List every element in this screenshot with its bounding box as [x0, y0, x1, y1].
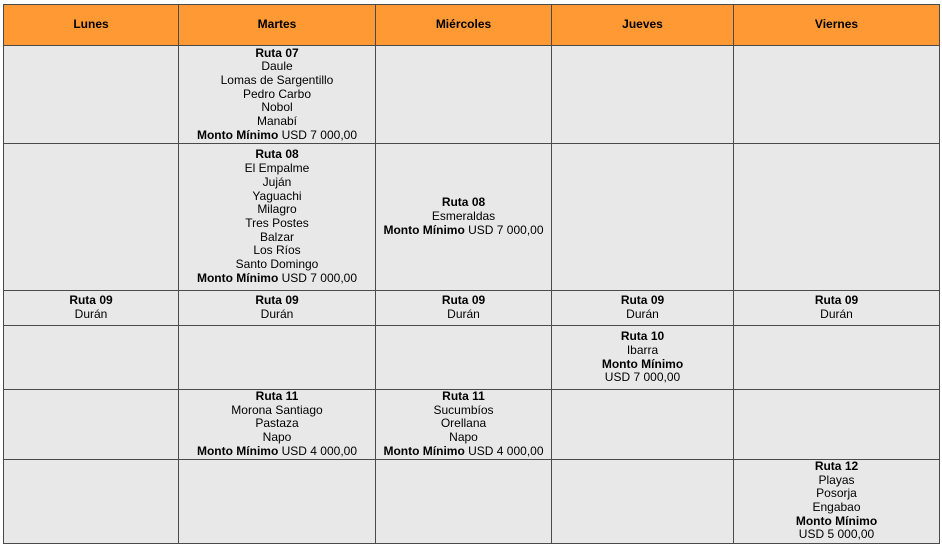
route-title: Ruta 12: [814, 458, 859, 473]
cell-jueves: [552, 390, 734, 460]
header-martes: Martes: [179, 5, 376, 46]
place-name: Ibarra: [626, 342, 659, 357]
place-name: Engabao: [812, 500, 861, 515]
table-row: [4, 291, 940, 326]
cell-lunes: [4, 326, 179, 390]
place-name: Manabí: [256, 114, 298, 129]
cell-lunes: [4, 390, 179, 460]
minimum-amount-value: USD 7 000,00: [281, 127, 358, 142]
place-name: Morona Santiago: [231, 402, 323, 417]
header-lunes: Lunes: [4, 5, 179, 46]
minimum-amount-value: USD 5 000,00: [798, 527, 875, 542]
minimum-amount-value: USD 4 000,00: [281, 443, 358, 458]
cell-martes: [179, 459, 376, 543]
cell-lunes: [4, 459, 179, 543]
route-title: Ruta 09: [69, 293, 113, 308]
minimum-amount-label: Monto Mínimo: [795, 513, 878, 528]
minimum-amount-value: USD 7 000,00: [604, 370, 681, 385]
cell-viernes: [734, 291, 940, 326]
minimum-amount: [376, 445, 551, 459]
place-name: Sucumbíos: [433, 402, 494, 417]
place-name: Yaguachi: [252, 188, 302, 203]
minimum-amount-label: Monto Mínimo: [601, 356, 684, 371]
place-name: Durán: [260, 307, 294, 321]
place-name: El Empalme: [244, 161, 310, 176]
cell-lunes: [4, 291, 179, 326]
cell-miercoles: [376, 144, 552, 291]
cell-viernes: [734, 390, 940, 460]
cell-lunes: [4, 144, 179, 291]
route-title: Ruta 08: [255, 147, 299, 162]
route-title: Ruta 10: [620, 329, 665, 344]
route-title: Ruta 09: [814, 293, 859, 308]
cell-viernes: [734, 144, 940, 291]
minimum-amount-label: Monto Mínimo: [196, 443, 279, 458]
place-name: Posorja: [816, 486, 857, 501]
minimum-amount-label: Monto Mínimo: [383, 443, 465, 458]
minimum-amount: [179, 129, 375, 143]
cell-jueves: [552, 459, 734, 543]
route-title: Ruta 11: [442, 389, 485, 403]
cell-martes: [179, 46, 376, 144]
place-name: Durán: [447, 307, 480, 321]
minimum-amount: [179, 272, 375, 286]
place-name: Durán: [626, 307, 659, 321]
cell-viernes: [734, 46, 940, 144]
table-row: [4, 326, 940, 390]
route-title: Ruta 09: [620, 293, 665, 308]
cell-jueves: [552, 326, 734, 390]
place-name: Orellana: [440, 416, 487, 431]
place-name: Tres Postes: [245, 216, 309, 230]
header-viernes: Viernes: [734, 5, 940, 46]
cell-miercoles: [376, 46, 552, 144]
place-name: Napo: [449, 430, 478, 445]
minimum-amount-value: USD 4 000,00: [468, 443, 544, 458]
place-name: Daule: [261, 59, 293, 74]
route-title: Ruta 07: [255, 45, 299, 60]
place-name: Durán: [74, 307, 108, 321]
place-name: Balzar: [259, 229, 294, 244]
route-title: Ruta 09: [441, 293, 486, 308]
place-name: Nobol: [261, 100, 293, 115]
minimum-amount-label: Monto Mínimo: [196, 270, 279, 285]
header-jueves: Jueves: [552, 5, 734, 46]
table-row: [4, 144, 940, 291]
place-name: Los Ríos: [253, 243, 301, 258]
place-name: Napo: [262, 430, 292, 445]
place-name: Playas: [818, 472, 855, 487]
header-row: [4, 5, 940, 46]
minimum-amount-value: USD 7 000,00: [281, 270, 358, 285]
header-miercoles: Miércoles: [376, 5, 552, 46]
minimum-amount-value: USD 7 000,00: [468, 222, 544, 237]
route-title: Ruta 08: [441, 195, 486, 210]
minimum-amount-label: Monto Mínimo: [383, 222, 465, 237]
route-title: Ruta 11: [255, 389, 299, 403]
cell-martes: [179, 326, 376, 390]
cell-viernes: [734, 459, 940, 543]
minimum-amount: [179, 445, 375, 459]
table-row: [4, 459, 940, 543]
place-name: Pedro Carbo: [242, 86, 312, 101]
cell-miercoles: [376, 459, 552, 543]
route-schedule-table: [3, 4, 940, 544]
place-name: Santo Domingo: [235, 257, 319, 272]
cell-lunes: [4, 46, 179, 144]
minimum-amount-label: Monto Mínimo: [196, 127, 279, 142]
cell-jueves: [552, 144, 734, 291]
cell-jueves: [552, 46, 734, 144]
cell-martes: [179, 291, 376, 326]
cell-jueves: [552, 291, 734, 326]
route-title: Ruta 09: [255, 293, 299, 308]
place-name: Juján: [262, 174, 292, 189]
cell-miercoles: [376, 326, 552, 390]
cell-martes: [179, 390, 376, 460]
place-name: Esmeraldas: [431, 209, 496, 224]
minimum-amount: [376, 224, 551, 238]
place-name: Pastaza: [255, 416, 299, 431]
place-name: Lomas de Sargentillo: [220, 72, 334, 87]
place-name: Durán: [820, 307, 853, 321]
cell-miercoles: [376, 390, 552, 460]
place-name: Milagro: [257, 202, 297, 217]
cell-miercoles: [376, 291, 552, 326]
cell-viernes: [734, 326, 940, 390]
cell-martes: [179, 144, 376, 291]
table-row: [4, 46, 940, 144]
table-row: [4, 390, 940, 460]
